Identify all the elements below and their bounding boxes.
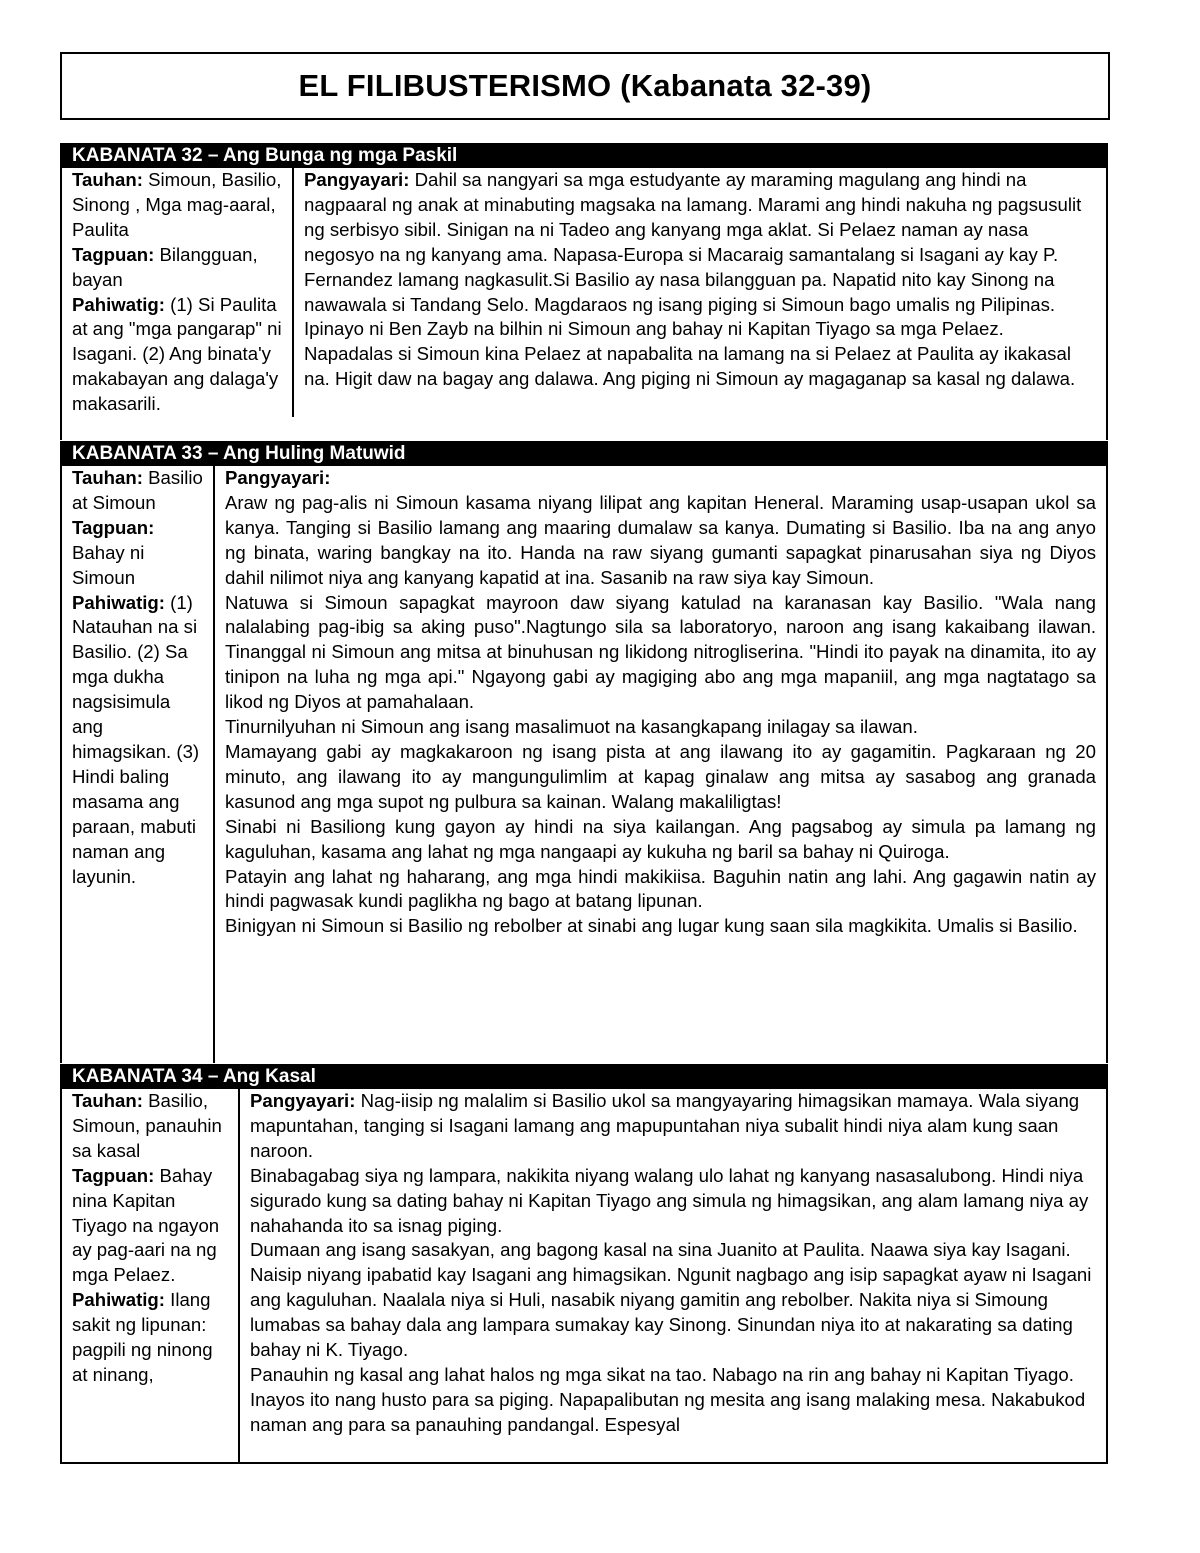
events-paragraph: Naisip niyang ipabatid kay Isagani ang himagsikan. Ngunit nagbago ang isip sapagkat ayaw ni Isagani ang kaguluhan. Naalala niya si Huli, nasabik niyang gamitin ang rebolber. Nakita niya si Simoung lumabas sa bahay dala ang lampara sumakay kay Sinong. Sinundan niya ito at nakarating sa dating bahay ni K. Tiyago. [250,1264,1092,1361]
pahiwatig-text: Ilang sakit ng lipunan: pagpili ng ninong at ninang, [72,1289,213,1385]
events-paragraph: Patayin ang lahat ng haharang, ang mga hindi makikiisa. Baguhin natin ang lahi. Ang gagawin natin ay hindi pagwasak kundi paglikha ng bago at batang lipunan. [225,865,1096,912]
tauhan-text: Simoun, Basilio, Sinong , Mga mag-aaral, Paulita [72,169,282,240]
events-paragraph: Tinurnilyuhan ni Simoun ang isang masalimuot na kasangkapang inilagay sa ilawan. [225,716,918,738]
events-paragraph: Sinabi ni Basiliong kung gayon ay hindi na siya kailangan. Ang pagsabog ay simula pa lamang ng kaguluhan, kasama ang lahat ng mga nangaapi ay kukuha ng baril sa bahay ni Quiroga. [225,815,1096,862]
label-tagpuan: Tagpuan: [72,516,155,538]
chapter-events [240,1089,1106,1462]
events-paragraph: Dahil sa nangyari sa mga estudyante ay maraming magulang ang hindi na nagpaaral ng anak at minabuting magsaka na lamang. Marami ang hindi nakuha ng pagsusulit ng serbisyo sibil. Sinigan na ni Tadeo ang kanyang mga aklat. Si Pelaez naman ay nasa negosyo na ng kanyang ama. Napasa-Europa si Macaraig samantalang si Isagani ay kay P. Fernandez lamang nagkasulit.Si Basilio ay nasa bilangguan pa. Napatid nito kay Sinong na nawawala si Tandang Selo. Magdaraos ng isang piging si Simoun bago umalis ng Pilipinas. Ipinayo ni Ben Zayb na bilhin ni Simoun ang bahay ni Kapitan Tiyago sa mga Pelaez. Napadalas si Simoun kina Pelaez at napabalita na lamang na si Pelaez at Paulita ay ikakasal na. Higit daw na bagay ang dalawa. Ang piging ni Simoun ay magaganap sa kasal ng dalawa. [304,169,1082,390]
label-pangyayari: Pangyayari: [225,467,331,488]
events-paragraph: Nag-iisip ng malalim si Basilio ukol sa mangyayaring himagsikan mamaya. Wala siyang mapuntahan, tanging si Isagani lamang ang mapupuntahan niya subalit hindi niya alam kung saan naroon. [250,1090,1080,1161]
label-pahiwatig: Pahiwatig: [72,591,165,613]
page-title: EL FILIBUSTERISMO (Kabanata 32-39) [298,68,872,103]
label-tauhan: Tauhan: [72,1090,143,1111]
label-pangyayari: Pangyayari: [250,1090,356,1111]
events-paragraph: Binigyan ni Simoun si Basilio ng rebolber at sinabi ang lugar kung saan sila magkikita. Umalis si Basilio. [225,915,1078,937]
tagpuan-text: Bilangguan, bayan [72,243,258,290]
chapter-33-section [60,441,1108,1063]
pahiwatig-text: (1) Natauhan na si Basilio. (2) Sa mga dukha nagsisimula ang himagsikan. (3) Hindi baling masama ang paraan, mabuti naman ang layunin. [72,591,200,887]
label-tagpuan: Tagpuan: [72,1164,155,1186]
label-tauhan: Tauhan: [72,169,143,190]
events-paragraph: Araw ng pag-alis ni Simoun kasama niyang lilipat ang kapitan Heneral. Maraming usap-usapan ukol sa kanya. Tanging si Basilio lamang ang maaring dumalaw sa kanya. Dumating si Basilio. Iba na ang anyo ng binata, waring bangkay na ito. Handa na raw siyang gumanti sapagkat pinarusahan siya ng Diyos dahil nilimot niya ang kanyang kapatid at ina. Sasanib na raw siya kay Simoun. [225,491,1096,588]
events-paragraph: Dumaan ang isang sasakyan, ang bagong kasal na sina Juanito at Paulita. Naawa siya kay Isagani. [250,1239,1071,1261]
chapter-details [62,466,215,1063]
chapter-events [215,466,1106,1063]
events-paragraph: Mamayang gabi ay magkakaroon ng isang pista at ang ilawang ito ay gagamitin. Pagkaraan ng 20 minuto, ang ilawang ito ay mangungulimlim at kapag ginalaw ang mitsa ay sasabog ang granada kasunod ang mga supot ng pulbura sa kainan. Walang makaliligtas! [225,740,1096,812]
tauhan-text: Basilio at Simoun [72,467,203,513]
label-tauhan: Tauhan: [72,467,143,488]
tagpuan-text: Bahay ni Simoun [72,541,145,588]
chapter-details [62,1089,240,1462]
events-paragraph: Natuwa si Simoun sapagkat mayroon daw siyang katulad na karanasan kay Basilio. "Wala nang nalalabing pag-ibig sa aking puso".Nagtungo sila sa laboratoryo, naroon ang isang kakaibang ilawan. Tinanggal ni Simoun ang mitsa at binuhusan ng likidong nitrogliserina. "Hindi ito payak na dinamita, ito ay tinipon na luha ng mga api." Ngayong gabi ay magiging abo ang mga mapaniil, ang mga nagtatago sa likod ng Diyos at pamahalaan. [225,591,1096,713]
events-paragraph: Binabagabag siya ng lampara, nakikita niyang walang ulo lahat ng kanyang nasasalubong. Hindi niya sigurado kung sa dating bahay ni Kapitan Tiyago ang simula ng himagsikan, ang alam lamang niya ay nahahanda ito sa isnag piging. [250,1164,1089,1236]
chapter-header: KABANATA 33 – Ang Huling Matuwid [62,441,1106,466]
pahiwatig-text: (1) Si Paulita at ang "mga pangarap" ni Isagani. (2) Ang binata'y makabayan ang dalaga'y makasarili. [72,293,282,415]
label-pangyayari: Pangyayari: [304,169,410,190]
chapter-32-section [60,143,1108,440]
chapter-header: KABANATA 34 – Ang Kasal [62,1064,1106,1089]
chapter-events [294,168,1106,417]
chapter-34-section [60,1064,1108,1464]
title-box [60,52,1110,120]
events-paragraph: Panauhin ng kasal ang lahat halos ng mga sikat na tao. Nabago na rin ang bahay ni Kapitan Tiyago. Inayos ito nang husto para sa piging. Napapalibutan ng mesita ang isang malaking mesa. Nakabukod naman ang para sa panauhing pandangal. Espesyal [250,1363,1086,1435]
label-pahiwatig: Pahiwatig: [72,1289,165,1311]
chapter-header: KABANATA 32 – Ang Bunga ng mga Paskil [62,143,1106,168]
tagpuan-text: Bahay nina Kapitan Tiyago na ngayon ay pag-aari na ng mga Pelaez. [72,1164,220,1286]
chapter-details [62,168,294,417]
label-pahiwatig: Pahiwatig: [72,293,165,315]
tauhan-text: Basilio, Simoun, panauhin sa kasal [72,1090,222,1161]
label-tagpuan: Tagpuan: [72,243,155,265]
